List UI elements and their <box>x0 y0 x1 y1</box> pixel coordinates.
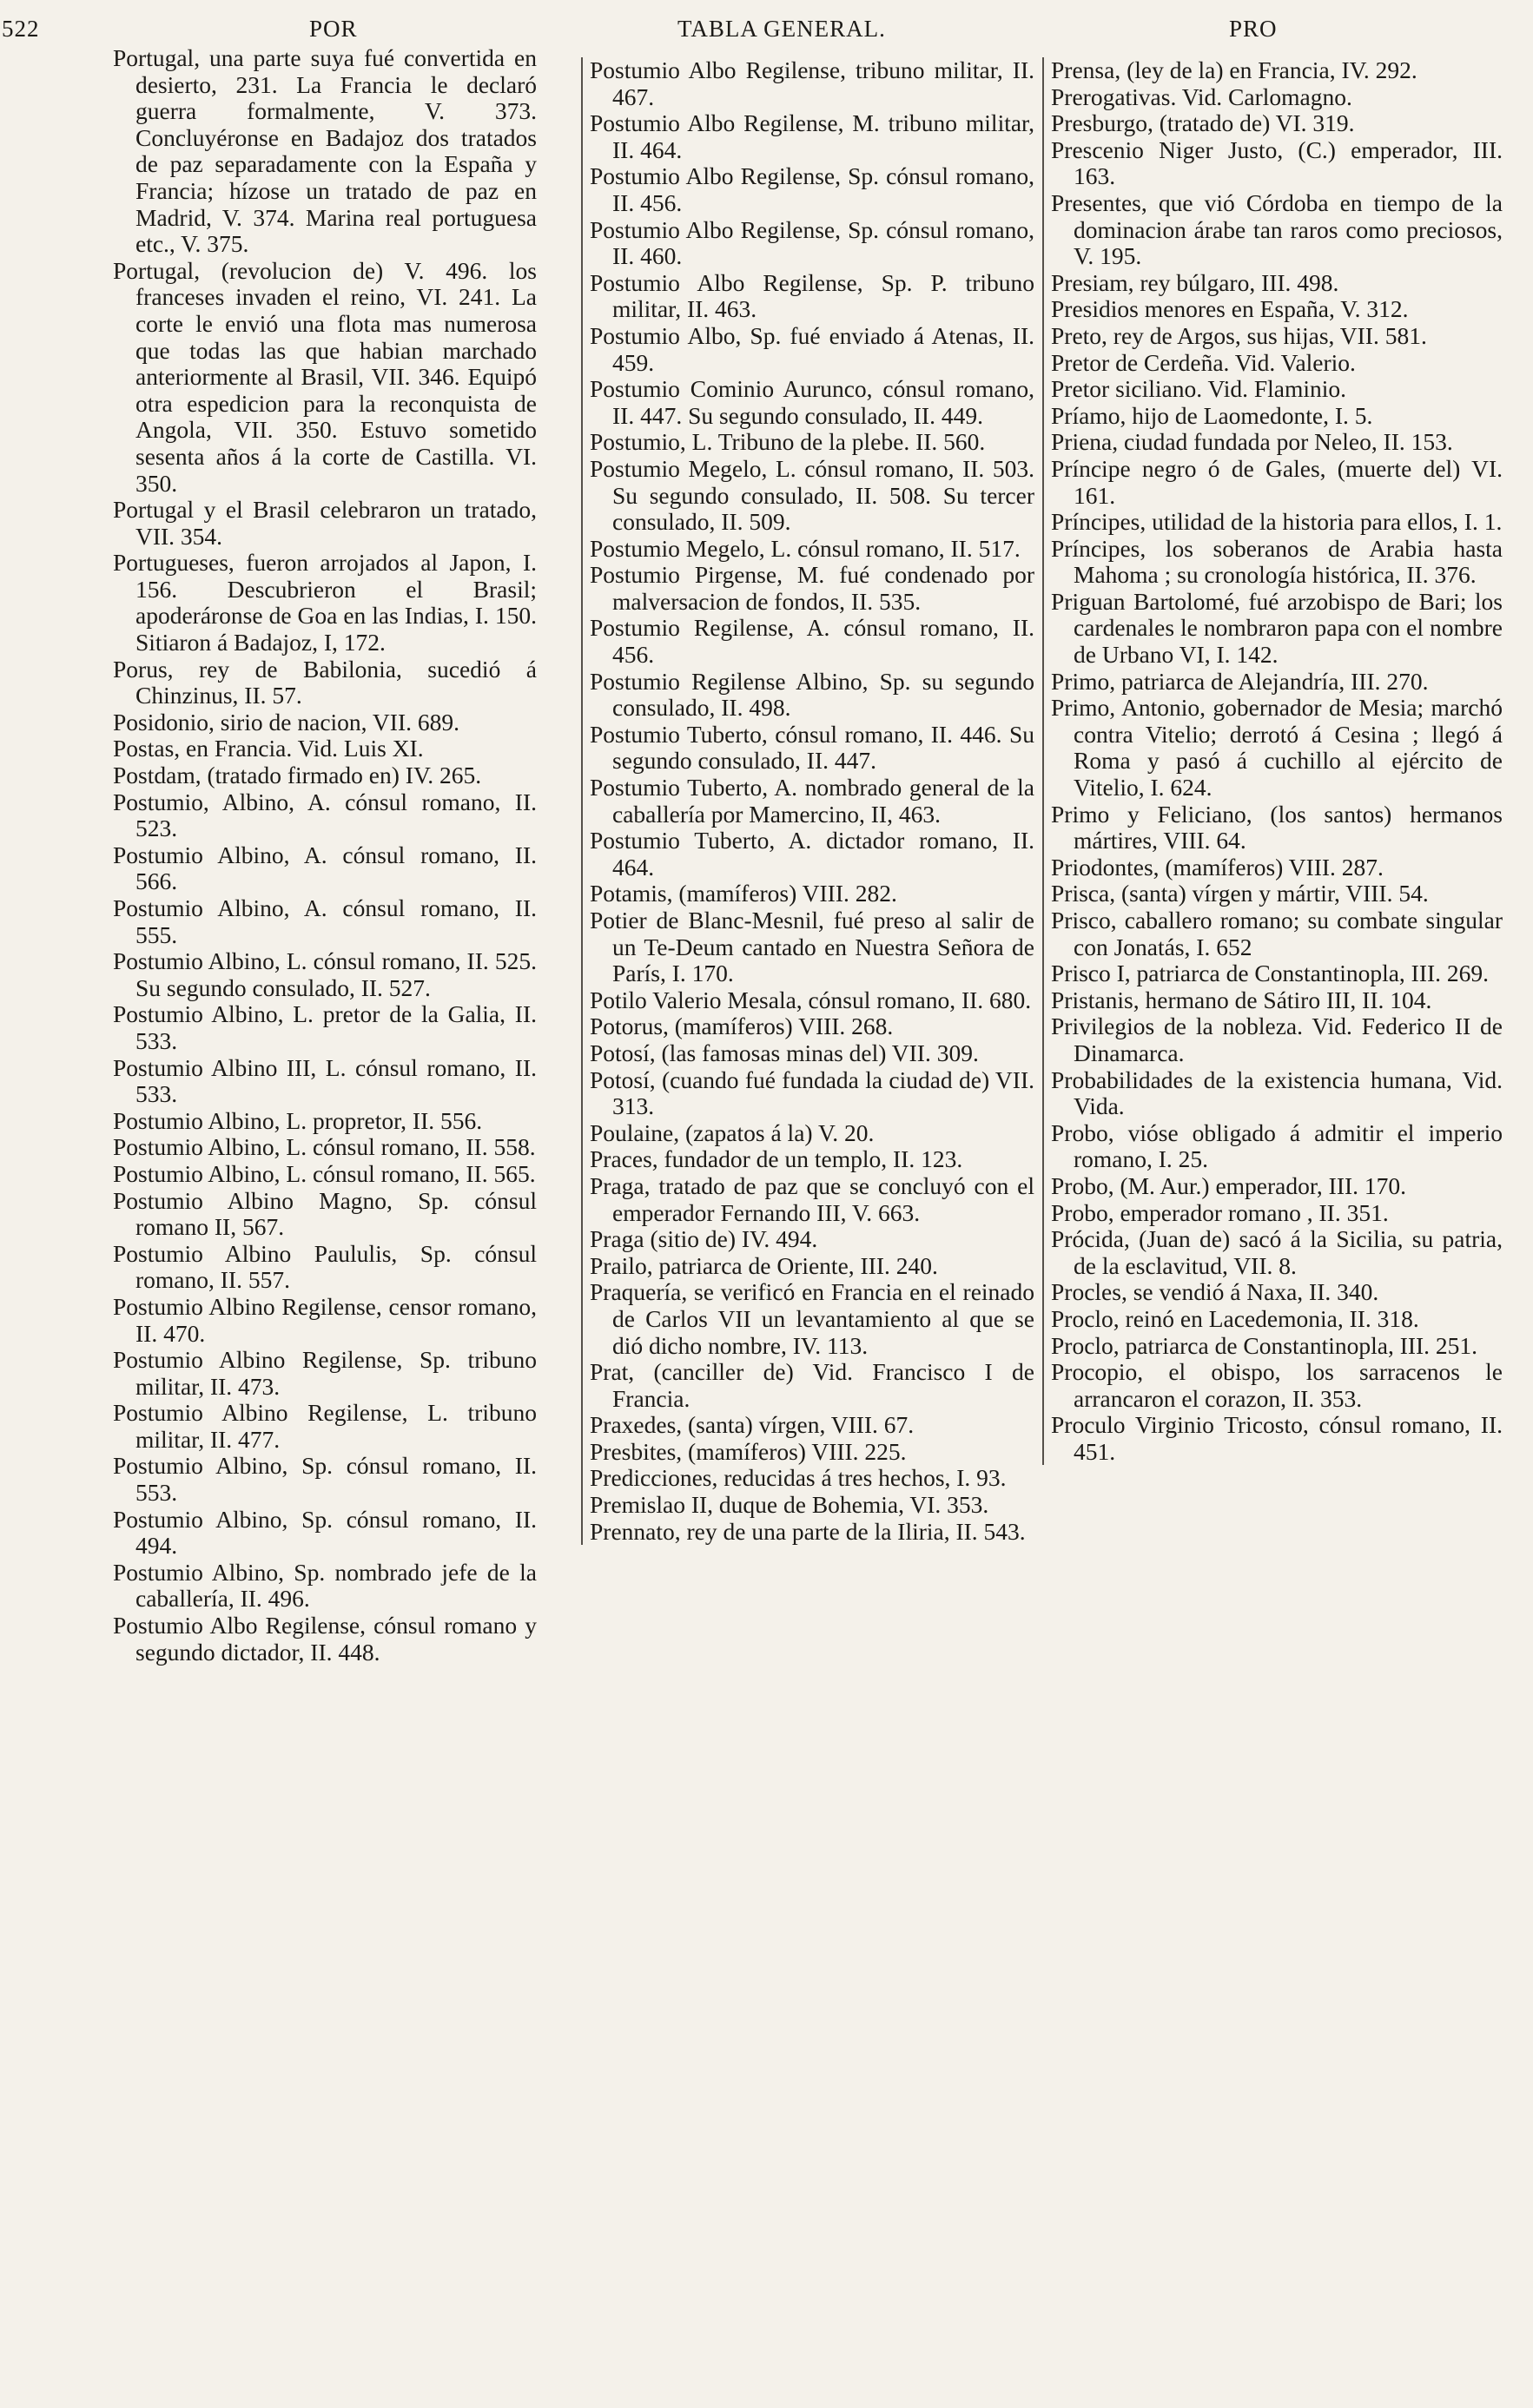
index-entry: Portugueses, fueron arrojados al Japon, I. 156. Descubrieron el Brasil; apoderáronse de Goa en las Indias, I. 150. Sitiaron á Badajoz, I, 172. <box>113 549 537 656</box>
index-entry: Postumio Albo Regilense, Sp. P. tribuno militar, II. 463. <box>590 268 1034 323</box>
index-entry: Postas, en Francia. Vid. Luis XI. <box>113 735 424 762</box>
index-entry: Proclo, patriarca de Constantinopla, III. 251. <box>1051 1331 1478 1359</box>
index-entry: Potosí, (las famosas minas del) VII. 309. <box>590 1039 979 1066</box>
index-entry: Prailo, patriarca de Oriente, III. 240. <box>590 1251 938 1279</box>
index-entry: Prócida, (Juan de) sacó á la Sicilia, su patria, de la esclavitud, VII. 8. <box>1051 1225 1503 1279</box>
index-entry: Postumio Albino III, L. cónsul romano, II. 533. <box>113 1053 537 1108</box>
index-entry: Postumio, Albino, A. cónsul romano, II. 523. <box>113 788 537 842</box>
index-entry: Príamo, hijo de Laomedonte, I. 5. <box>1051 401 1373 429</box>
index-entry: Postumio Regilense, A. cónsul romano, II. 456. <box>590 614 1034 669</box>
index-entry: Predicciones, reducidas á tres hechos, I. 93. <box>590 1464 1007 1492</box>
index-entry: Postumio Albino, Sp. nombrado jefe de la caballería, II. 496. <box>113 1558 537 1613</box>
index-entry: Pretor de Cerdeña. Vid. Valerio. <box>1051 348 1356 376</box>
index-entry: Potamis, (mamíferos) VIII. 282. <box>590 880 897 907</box>
index-entry: Prisca, (santa) vírgen y mártir, VIII. 54. <box>1051 880 1429 907</box>
index-entry: Postumio, L. Tribuno de la plebe. II. 560. <box>590 428 986 456</box>
index-entry: Postumio Pirgense, M. fué condenado por malversacion de fondos, II. 535. <box>590 561 1034 615</box>
index-entry: Presentes, que vió Córdoba en tiempo de la dominacion árabe tan raros como preciosos, V. 195. <box>1051 188 1503 270</box>
index-entry: Postumio Albino, L. propretor, II. 556. <box>113 1106 483 1134</box>
index-entry: Postumio Albino, Sp. cónsul romano, II. 553. <box>113 1452 537 1507</box>
index-entry: Probo, (M. Aur.) emperador, III. 170. <box>1051 1171 1407 1199</box>
index-entry: Probabilidades de la existencia humana, Vid. Vida. <box>1051 1065 1503 1120</box>
header-right-guide: PRO <box>1229 16 1278 42</box>
index-entry: Postumio Albino Magno, Sp. cónsul romano II, 567. <box>113 1186 537 1241</box>
index-entry: Prisco I, patriarca de Constantinopla, III. 269. <box>1051 960 1490 987</box>
index-entry: Postumio Albino, Sp. cónsul romano, II. 494. <box>113 1505 537 1560</box>
index-entry: Postumio Albino, A. cónsul romano, II. 566. <box>113 841 537 895</box>
index-entry: Proclo, reinó en Lacedemonia, II. 318. <box>1051 1304 1419 1332</box>
index-entry: Potorus, (mamíferos) VIII. 268. <box>590 1013 894 1040</box>
index-entry: Potosí, (cuando fué fundada la ciudad de) VII. 313. <box>590 1065 1034 1120</box>
index-entry: Postumio Cominio Aurunco, cónsul romano, II. 447. Su segundo consulado, II. 449. <box>590 375 1034 429</box>
index-entry: Praxedes, (santa) vírgen, VIII. 67. <box>590 1411 915 1439</box>
index-entry: Príncipes, utilidad de la historia para ellos, I. 1. <box>1051 508 1503 536</box>
index-entry: Postumio Albino, L. cónsul romano, II. 558. <box>113 1133 536 1161</box>
index-entry: Primo, patriarca de Alejandría, III. 270. <box>1051 667 1429 695</box>
index-entry: Postumio Albo Regilense, M. tribuno militar, II. 464. <box>590 109 1034 163</box>
index-entry: Praces, fundador de un templo, II. 123. <box>590 1145 963 1173</box>
index-column-1 <box>113 45 537 1666</box>
index-entry: Postumio Albino Regilense, L. tribuno militar, II. 477. <box>113 1399 537 1453</box>
index-entry: Presidios menores en España, V. 312. <box>1051 295 1409 323</box>
index-entry: Portugal, una parte suya fué convertida en desierto, 231. La Francia le declaró guerra formalmente, V. 373. Concluyéronse en Badajoz dos tratados de paz separadamente con la España y Francia; hízose un tratado de paz en Madrid, V. 374. Marina real portuguesa etc., V. 375. <box>113 44 537 258</box>
index-entry: Privilegios de la nobleza. Vid. Federico II de Dinamarca. <box>1051 1013 1503 1066</box>
index-entry: Praga, tratado de paz que se concluyó con el emperador Fernando III, V. 663. <box>590 1171 1034 1226</box>
index-entry: Preto, rey de Argos, sus hijas, VII. 581. <box>1051 321 1427 349</box>
index-entry: Potilo Valerio Mesala, cónsul romano, II. 680. <box>590 986 1032 1013</box>
index-entry: Praquería, se verificó en Francia en el reinado de Carlos VII un levantamiento al que se dió dicho nombre, IV. 113. <box>590 1278 1034 1359</box>
index-entry: Procopio, el obispo, los sarracenos le arrancaron el corazon, II. 353. <box>1051 1358 1503 1412</box>
index-entry: Prennato, rey de una parte de la Iliria, II. 543. <box>590 1517 1026 1545</box>
index-entry: Praga (sitio de) IV. 494. <box>590 1225 818 1253</box>
index-entry: Postumio Megelo, L. cónsul romano, II. 503. Su segundo consulado, II. 508. Su tercer consulado, II. 509. <box>590 454 1034 536</box>
index-entry: Postumio Regilense Albino, Sp. su segundo consulado, II. 498. <box>590 667 1034 722</box>
index-entry: Prat, (canciller de) Vid. Francisco I de Francia. <box>590 1358 1034 1412</box>
index-entry: Proculo Virginio Tricosto, cónsul romano, II. 451. <box>1051 1411 1503 1465</box>
index-entry: Priena, ciudad fundada por Neleo, II. 153. <box>1051 428 1453 456</box>
index-entry: Príncipes, los soberanos de Arabia hasta Mahoma ; su cronología histórica, II. 376. <box>1051 534 1503 589</box>
index-entry: Postumio Tuberto, A. nombrado general de la caballería por Mamercino, II, 463. <box>590 774 1034 828</box>
index-entry: Postumio Albo, Sp. fué enviado á Atenas, II. 459. <box>590 321 1034 376</box>
index-entry: Postumio Albino Paululis, Sp. cónsul romano, II. 557. <box>113 1239 537 1294</box>
index-entry: Pristanis, hermano de Sátiro III, II. 104. <box>1051 986 1432 1013</box>
index-entry: Procles, se vendió á Naxa, II. 340. <box>1051 1278 1379 1306</box>
index-entry: Portugal y el Brasil celebraron un tratado, VII. 354. <box>113 496 537 550</box>
index-entry: Poulaine, (zapatos á la) V. 20. <box>590 1118 875 1146</box>
index-entry: Presbites, (mamíferos) VIII. 225. <box>590 1437 907 1465</box>
index-entry: Primo, Antonio, gobernador de Mesia; marchó contra Vitelio; derrotó á Cesina ; llegó á Roma y pasó á cuchillo al ejército de Vitelio, I. 624. <box>1051 694 1503 802</box>
index-entry: Porus, rey de Babilonia, sucedió á Chinzinus, II. 57. <box>113 655 537 709</box>
index-entry: Presburgo, (tratado de) VI. 319. <box>1051 109 1355 137</box>
index-entry: Prerogativas. Vid. Carlomagno. <box>1051 82 1352 110</box>
index-entry: Posidonio, sirio de nacion, VII. 689. <box>113 708 459 736</box>
index-entry: Pretor siciliano. Vid. Flaminio. <box>1051 375 1347 403</box>
index-entry: Postumio Tuberto, cónsul romano, II. 446. Su segundo consulado, II. 447. <box>590 720 1034 775</box>
index-entry: Portugal, (revolucion de) V. 496. los franceses invaden el reino, VI. 241. La corte le envió una flota mas numerosa que todas las que habian marchado anteriormente al Brasil, VII. 346. Equipó otra espedicion para la reconquista de Angola, VII. 350. Estuvo sometido sesenta años á la corte de Castilla. VI. 350. <box>113 256 537 497</box>
header-title: TABLA GENERAL. <box>677 16 886 42</box>
index-entry: Príncipe negro ó de Gales, (muerte del) VI. 161. <box>1051 454 1503 509</box>
index-entry: Postumio Albo Regilense, cónsul romano y segundo dictador, II. 448. <box>113 1612 537 1666</box>
index-entry: Postumio Megelo, L. cónsul romano, II. 517. <box>590 534 1021 562</box>
page-number: 522 <box>2 16 40 42</box>
index-entry: Prensa, (ley de la) en Francia, IV. 292. <box>1051 56 1417 83</box>
index-column-2 <box>581 57 1034 1545</box>
index-entry: Postumio Albino, L. pretor de la Galia, II. 533. <box>113 1000 537 1054</box>
index-entry: Probo, vióse obligado á admitir el imperio romano, I. 25. <box>1051 1118 1503 1173</box>
index-entry: Priodontes, (mamíferos) VIII. 287. <box>1051 853 1384 881</box>
index-entry: Premislao II, duque de Bohemia, VI. 353. <box>590 1491 989 1519</box>
index-entry: Primo y Feliciano, (los santos) hermanos mártires, VIII. 64. <box>1051 800 1503 854</box>
index-entry: Postumio Albino, L. cónsul romano, II. 565. <box>113 1159 536 1187</box>
index-entry: Prescenio Niger Justo, (C.) emperador, III. 163. <box>1051 135 1503 190</box>
index-entry: Postumio Albino Regilense, censor romano, II. 470. <box>113 1292 537 1347</box>
index-entry: Potier de Blanc-Mesnil, fué preso al salir de un Te-Deum cantado en Nuestra Señora de París, I. 170. <box>590 907 1034 987</box>
index-entry: Postumio Albino Regilense, Sp. tribuno militar, II. 473. <box>113 1346 537 1400</box>
index-entry: Prisco, caballero romano; su combate singular con Jonatás, I. 652 <box>1051 907 1503 960</box>
index-entry: Postumio Albo Regilense, tribuno militar, II. 467. <box>590 56 1034 110</box>
index-entry: Probo, emperador romano , II. 351. <box>1051 1198 1389 1226</box>
index-entry: Postumio Tuberto, A. dictador romano, II. 464. <box>590 827 1034 881</box>
index-entry: Postumio Albo Regilense, Sp. cónsul romano, II. 456. <box>590 162 1034 216</box>
index-entry: Postdam, (tratado firmado en) IV. 265. <box>113 762 482 789</box>
index-column-3 <box>1042 57 1503 1465</box>
index-entry: Presiam, rey búlgaro, III. 498. <box>1051 268 1339 296</box>
header-left-guide: POR <box>309 16 358 42</box>
index-entry: Priguan Bartolomé, fué arzobispo de Bari; los cardenales le nombraron papa con el nombre de Urbano VI, I. 142. <box>1051 587 1503 669</box>
index-entry: Postumio Albino, L. cónsul romano, II. 525. Su segundo consulado, II. 527. <box>113 947 537 1001</box>
index-entry: Postumio Albo Regilense, Sp. cónsul romano, II. 460. <box>590 215 1034 270</box>
index-entry: Postumio Albino, A. cónsul romano, II. 555. <box>113 894 537 948</box>
